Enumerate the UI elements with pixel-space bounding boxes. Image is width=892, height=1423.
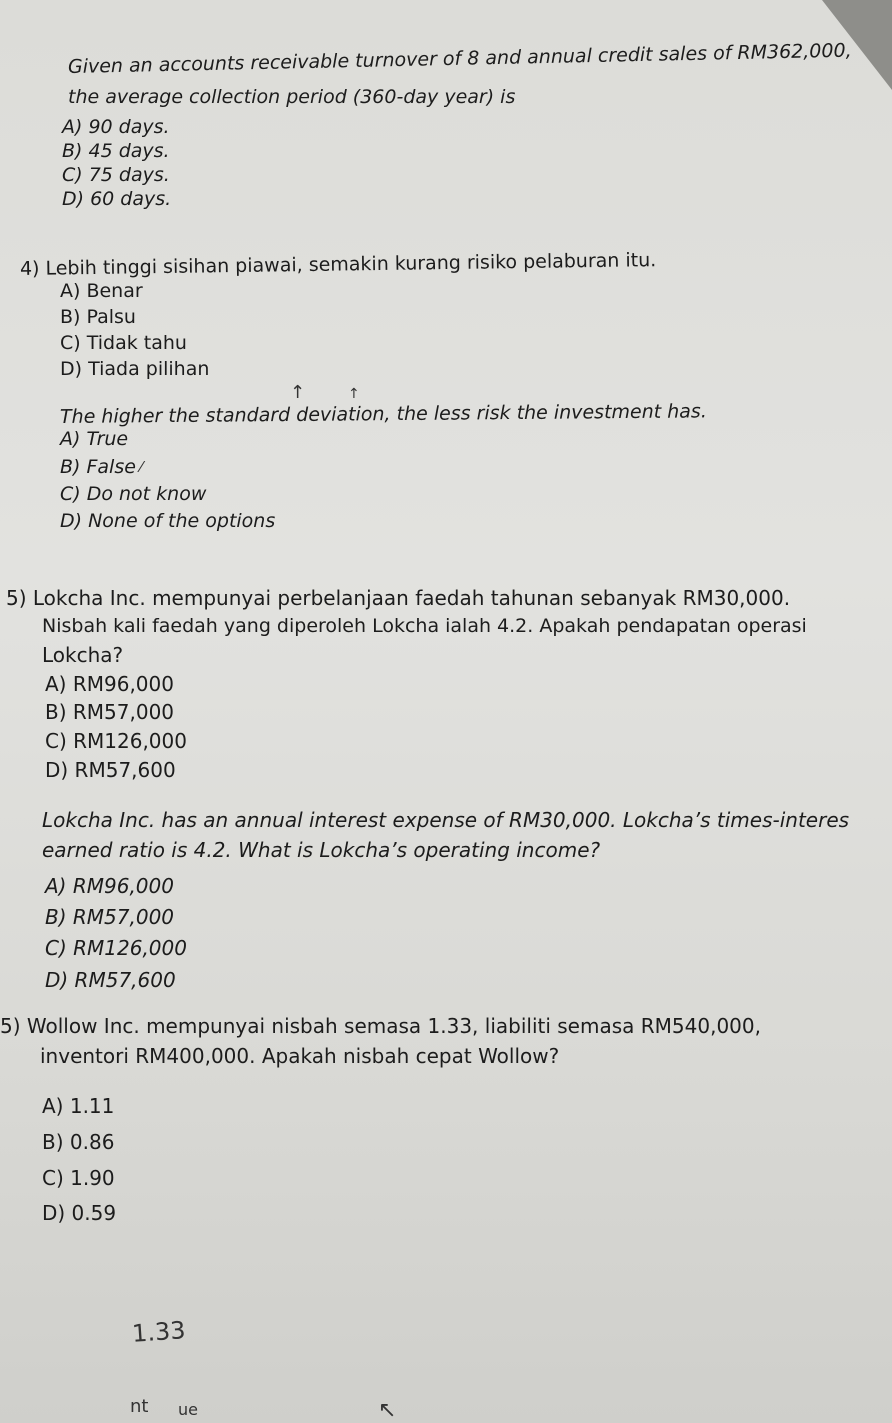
question-4-option-a: A) Benar (60, 280, 143, 302)
question-4-english-option-a: A) True (60, 428, 129, 450)
question-4-english-option-c: C) Do not know (60, 483, 207, 505)
question-3-option-b: B) 45 days. (62, 140, 170, 162)
question-6-option-c: C) 1.90 (42, 1166, 115, 1190)
arrow-mark-icon: ↑ (290, 382, 306, 403)
question-3-option-a: A) 90 days. (62, 116, 170, 138)
question-6-stem-line-1: 5) Wollow Inc. mempunyai nisbah semasa 1.33, liabiliti semasa RM540,000, (0, 1014, 761, 1038)
question-5-option-d: D) RM57,600 (45, 758, 176, 782)
question-5-stem-line-1: 5) Lokcha Inc. mempunyai perbelanjaan faedah tahunan sebanyak RM30,000. (6, 586, 791, 610)
question-6-option-d: D) 0.59 (42, 1201, 117, 1225)
question-5-english-stem-line-2: earned ratio is 4.2. What is Lokcha’s operating income? (42, 838, 601, 862)
question-6-stem-line-2: inventori RM400,000. Apakah nisbah cepat Wollow? (40, 1044, 560, 1068)
question-3-option-c: C) 75 days. (62, 164, 170, 186)
question-6-option-a: A) 1.11 (42, 1094, 115, 1118)
handwritten-note: ue (178, 1400, 198, 1419)
question-5-english-option-d: D) RM57,600 (45, 968, 176, 992)
question-3-option-d: D) 60 days. (62, 188, 172, 210)
handwritten-note: nt (130, 1396, 149, 1417)
arrow-mark-icon: ↑ (348, 386, 360, 402)
question-5-option-b: B) RM57,000 (45, 700, 175, 724)
tick-mark-icon: ⁄ (140, 458, 143, 476)
question-4-option-b: B) Palsu (60, 306, 136, 328)
question-4-option-d: D) Tiada pilihan (60, 358, 210, 380)
question-5-stem-line-2: Nisbah kali faedah yang diperoleh Lokcha ialah 4.2. Apakah pendapatan operasi (42, 615, 807, 637)
handwritten-note: 1.33 (131, 1316, 187, 1348)
arrow-mark-icon: ↖ (378, 1398, 397, 1423)
question-3-stem-line-1: Given an accounts receivable turnover of 8 and annual credit sales of RM362,000, (67, 39, 852, 78)
question-4-stem: 4) Lebih tinggi sisihan piawai, semakin kurang risiko pelaburan itu. (19, 249, 657, 280)
question-4-english-option-d: D) None of the options (60, 510, 276, 532)
question-5-option-c: C) RM126,000 (45, 729, 187, 753)
question-4-english-stem: The higher the standard deviation, the less risk the investment has. (59, 400, 707, 428)
question-3-stem-line-2: the average collection period (360-day year) is (68, 86, 516, 108)
question-5-english-stem-line-1: Lokcha Inc. has an annual interest expense of RM30,000. Lokcha’s times-interes (42, 808, 850, 832)
question-6-option-b: B) 0.86 (42, 1130, 115, 1154)
question-5-english-option-b: B) RM57,000 (45, 905, 175, 929)
question-4-option-c: C) Tidak tahu (60, 332, 187, 354)
question-5-stem-line-3: Lokcha? (42, 643, 124, 667)
question-5-english-option-a: A) RM96,000 (45, 874, 174, 898)
question-5-option-a: A) RM96,000 (45, 672, 174, 696)
question-5-english-option-c: C) RM126,000 (45, 936, 187, 960)
question-4-english-option-b: B) False (60, 456, 136, 478)
